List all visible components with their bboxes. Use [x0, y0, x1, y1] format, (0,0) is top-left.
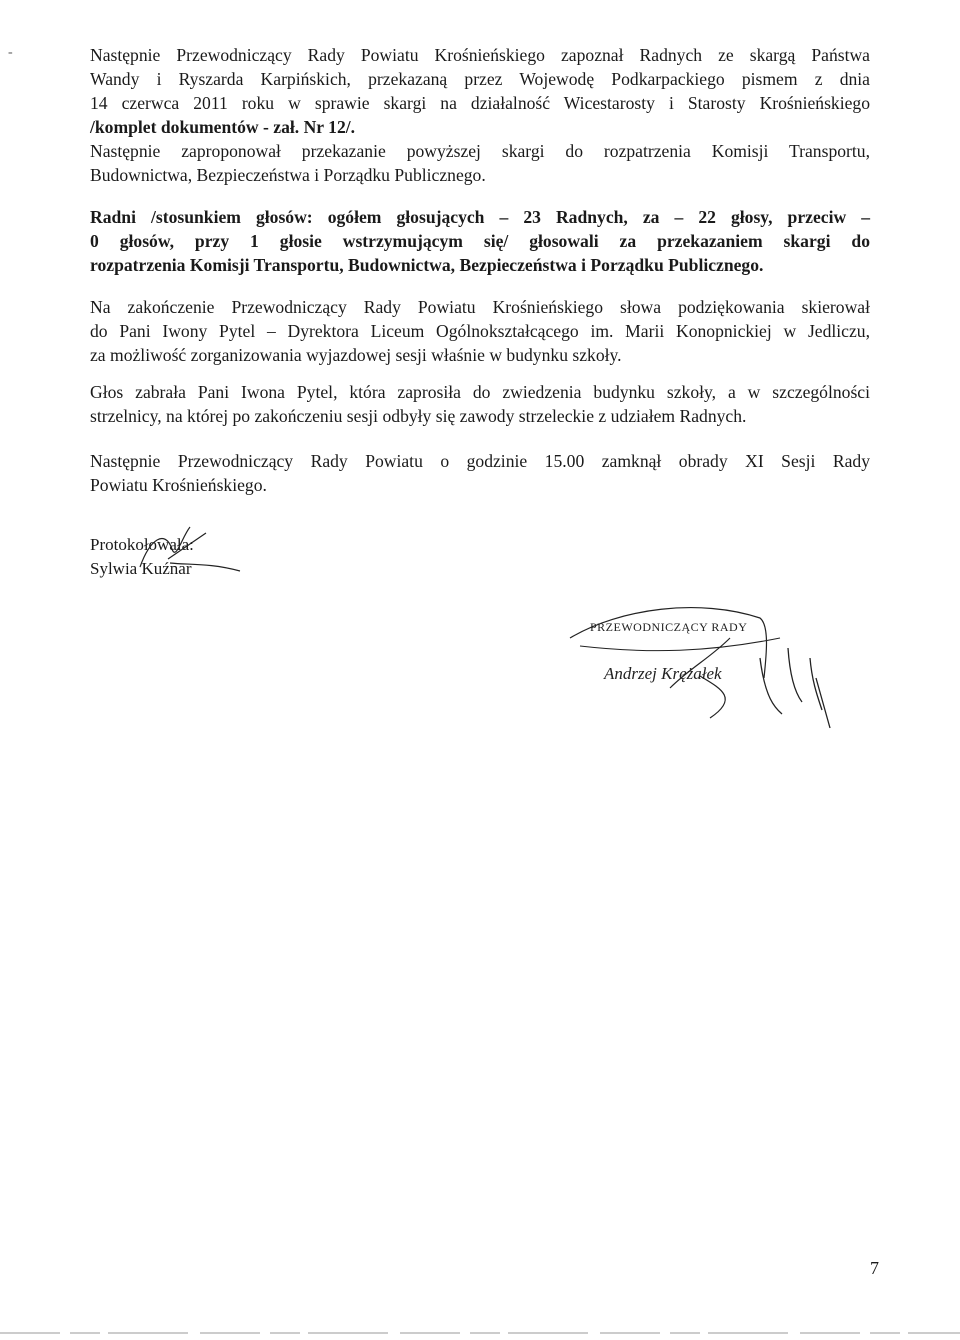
- stamp-name: Andrzej Krężałek: [604, 664, 722, 683]
- paragraph-thanks: [90, 295, 870, 367]
- paragraph-proposal: [90, 139, 870, 187]
- text-line: za możliwość zorganizowania wyjazdowej sesji właśnie w budynku szkoły.: [90, 345, 622, 365]
- text-line: Następnie zaproponował przekazanie powyższej skargi do rozpatrzenia Komisji Transportu,: [90, 141, 870, 161]
- paragraph-complaint-intro: [90, 43, 870, 139]
- protocol-author-name: Sylwia Kuźnar: [90, 559, 192, 578]
- stamp-title: PRZEWODNICZĄCY RADY: [590, 620, 748, 634]
- handwritten-signature-icon: [110, 519, 260, 579]
- text-line: strzelnicy, na której po zakończeniu sesji odbyły się zawody strzeleckie z udziałem Radnych.: [90, 406, 747, 426]
- text-line: 0 głosów, przy 1 głosie wstrzymującym się/ głosowali za przekazaniem skargi do: [90, 231, 870, 251]
- page-number: 7: [870, 1258, 879, 1278]
- protocol-label: Protokołowała:: [90, 535, 194, 554]
- paragraph-invitation: [90, 380, 870, 428]
- scan-edge-divider: [0, 1330, 960, 1336]
- text-line: Następnie Przewodniczący Rady Powiatu Krośnieńskiego zapoznał Radnych ze skargą Państwa: [90, 45, 870, 65]
- text-line: Na zakończenie Przewodniczący Rady Powiatu Krośnieńskiego słowa podziękowania skierował: [90, 297, 870, 317]
- text-line: Wandy i Ryszarda Karpińskich, przekazaną przez Wojewodę Podkarpackiego pismem z dnia: [90, 69, 870, 89]
- chairman-stamp: [560, 598, 860, 738]
- protocol-signature: [90, 533, 194, 581]
- attachment-reference: /komplet dokumentów - zał. Nr 12/.: [90, 117, 356, 137]
- text-line: rozpatrzenia Komisji Transportu, Budownictwa, Bezpieczeństwa i Porządku Publicznego.: [90, 255, 764, 275]
- paragraph-vote-result: [90, 205, 870, 277]
- paragraph-closing: [90, 449, 870, 497]
- text-line: Radni /stosunkiem głosów: ogółem głosujących – 23 Radnych, za – 22 głosy, przeciw –: [90, 207, 870, 227]
- text-line: Następnie Przewodniczący Rady Powiatu o godzinie 15.00 zamknął obrady XI Sesji Rady: [90, 451, 870, 471]
- text-line: 14 czerwca 2011 roku w sprawie skargi na działalność Wicestarosty i Starosty Krośnieńskiego: [90, 93, 870, 113]
- text-line: Powiatu Krośnieńskiego.: [90, 475, 267, 495]
- scan-mark: -: [8, 45, 13, 60]
- text-line: do Pani Iwony Pytel – Dyrektora Liceum Ogólnokształcącego im. Marii Konopnickiej w Jedliczu,: [90, 321, 870, 341]
- text-line: Budownictwa, Bezpieczeństwa i Porządku Publicznego.: [90, 165, 486, 185]
- text-line: Głos zabrała Pani Iwona Pytel, która zaprosiła do zwiedzenia budynku szkoły, a w szczególności: [90, 382, 870, 402]
